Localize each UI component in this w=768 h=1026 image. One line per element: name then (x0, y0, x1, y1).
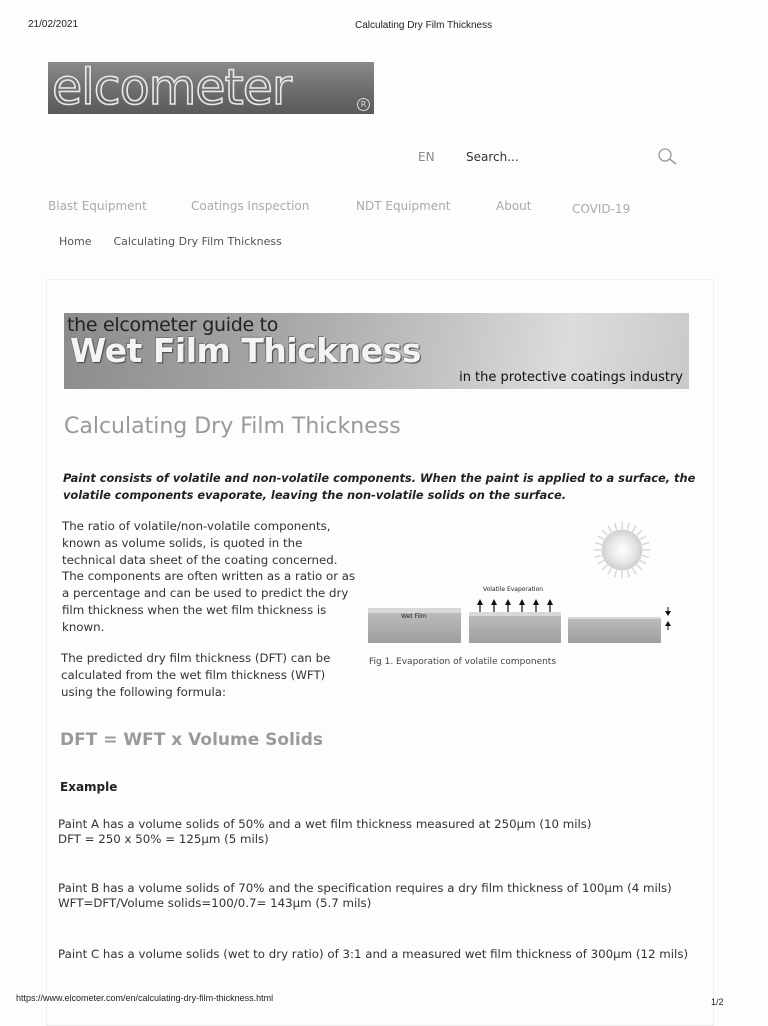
sun-ray (637, 565, 642, 570)
wet-film-label: Wet Film (401, 613, 427, 620)
evaporation-arrows-icon (477, 599, 553, 612)
dft-formula: DFT = WFT x Volume Solids (60, 730, 324, 750)
evaporation-arrow-head (533, 599, 539, 605)
nav-item-coatings-inspection[interactable]: Coatings Inspection (191, 199, 310, 213)
banner-tagline: in the protective coatings industry (459, 370, 683, 385)
sun-ray (640, 536, 646, 540)
example-calculation: WFT=DFT/Volume solids=100/0.7= 143µm (5.7 mils) (58, 895, 372, 910)
evaporation-arrow-head (491, 599, 497, 605)
language-selector[interactable]: EN (418, 150, 435, 164)
sun-ray (598, 536, 604, 540)
sun-ray (598, 561, 604, 565)
breadcrumb (59, 235, 282, 248)
wet-film-panel (368, 608, 461, 643)
sun-ray (637, 530, 642, 535)
example-calculation: DFT = 250 x 50% = 125µm (5 mils) (58, 831, 269, 846)
example-line: Paint A has a volume solids of 50% and a wet film thickness measured at 250µm (10 mils) (58, 817, 592, 831)
example-paint-b (58, 881, 698, 910)
sun-ray (615, 570, 617, 577)
print-date: 21/02/2021 (28, 19, 79, 30)
print-title: Calculating Dry Film Thickness (355, 20, 493, 31)
sun-ray (602, 565, 607, 570)
print-page-number: 1/2 (711, 997, 724, 1007)
paragraph-dft-formula-intro: The predicted dry film thickness (DFT) can be calculated from the wet film thickness (WFT) using the following formula: (61, 651, 331, 699)
banner-subtitle: the elcometer guide to (67, 314, 279, 336)
evaporation-panel (469, 586, 561, 643)
evaporation-arrow-head (477, 599, 483, 605)
example-line: Paint B has a volume solids of 70% and the specification requires a dry film thickness of 100µm (4 mils) (58, 881, 672, 895)
sun-ray (642, 555, 649, 557)
example-paint-a (58, 817, 698, 846)
sun-ray (615, 523, 617, 530)
sun-ray (642, 543, 649, 545)
registered-mark: R (357, 98, 370, 111)
dry-film-panel (568, 607, 671, 643)
sun-ray (640, 561, 646, 565)
evaporation-figure (366, 519, 686, 659)
sun-ray (633, 526, 637, 532)
nav-item-blast-equipment[interactable]: Blast Equipment (48, 199, 147, 213)
sun-ray (633, 568, 637, 574)
sun-ray (595, 543, 602, 545)
sun-ray (627, 523, 629, 530)
intro-text: Paint consists of volatile and non-volatile components. When the paint is applied to a surface, the volatile components evaporate, leaving the non-volatile solids on the surface. (63, 471, 696, 502)
sun-ray (608, 568, 612, 574)
paragraph-volume-solids: The ratio of volatile/non-volatile components, known as volume solids, is quoted in the technical data sheet of the coating concerned. The components are often written as a ratio or as a percentage and can be used to predict the dry film thickness when the wet film thickness is known. (62, 519, 356, 634)
example-paint-c (58, 947, 698, 962)
figure-caption: Fig 1. Evaporation of volatile components (369, 657, 557, 667)
thickness-arrows-icon (665, 607, 671, 630)
evaporation-arrow-head (505, 599, 511, 605)
evaporation-label: Volatile Evaporation (483, 586, 544, 593)
evaporation-arrow-head (547, 599, 553, 605)
nav-item-about[interactable]: About (496, 199, 532, 213)
sun-ray (602, 530, 607, 535)
nav-item-covid-19[interactable]: COVID-19 (572, 202, 631, 216)
search-icon[interactable] (656, 146, 680, 168)
page-title: Calculating Dry Film Thickness (64, 414, 401, 439)
sun-ray (595, 555, 602, 557)
banner-title: Wet Film Thickness (70, 331, 421, 370)
search-input[interactable]: Search... (466, 150, 519, 164)
print-url: https://www.elcometer.com/en/calculating-dry-film-thickness.html (16, 993, 274, 1003)
wet-film-thickness-banner (64, 313, 689, 389)
logo-text: elcometer (52, 59, 292, 116)
breadcrumb-current: Calculating Dry Film Thickness (113, 235, 282, 248)
example-heading: Example (60, 780, 118, 794)
breadcrumb-home[interactable]: Home (59, 235, 92, 248)
nav-item-ndt-equipment[interactable]: NDT Equipment (356, 199, 451, 213)
sun-icon (594, 522, 650, 578)
sun-ray (627, 570, 629, 577)
evaporation-arrow-head (519, 599, 525, 605)
sun-ray (608, 526, 612, 532)
elcometer-logo[interactable] (48, 59, 374, 116)
example-line: Paint C has a volume solids (wet to dry ratio) of 3:1 and a measured wet film thickness of 300µm (12 mils) (58, 947, 689, 961)
